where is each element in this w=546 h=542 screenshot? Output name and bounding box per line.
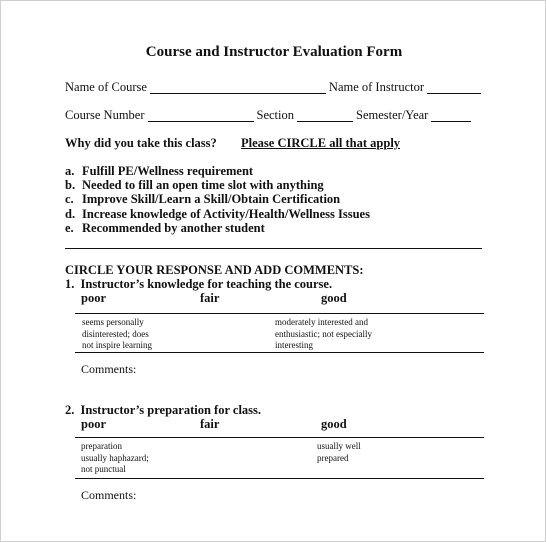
reason-option[interactable]: a. Fulfill PE/Wellness requirement (65, 164, 254, 178)
reason-option[interactable]: d. Increase knowledge of Activity/Health/Wellness Issues (65, 206, 370, 221)
item-2-title: Instructor’s preparation for class. (80, 403, 262, 417)
item-1-good[interactable]: good (321, 291, 347, 305)
item-1-poor-description: seems personally disinterested; does not inspire learning (82, 317, 152, 350)
item-1-fair[interactable]: fair (200, 291, 220, 305)
instructor-name-field[interactable] (427, 82, 481, 94)
course-number-label: Course Number (65, 108, 145, 122)
item-2-good-description: usually well prepared (317, 441, 361, 463)
item-2-poor[interactable]: poor (81, 417, 106, 431)
item-1-good-description: moderately interested and enthusiastic; not especially interesting (275, 317, 372, 350)
item-2-comments-label: Comments: (81, 488, 137, 502)
item-2-good[interactable]: good (321, 417, 347, 431)
other-reason-line[interactable] (65, 248, 482, 249)
semester-year-field[interactable] (431, 110, 471, 122)
item-1-title: Instructor’s knowledge for teaching the course. (80, 277, 333, 291)
semester-year-label: Semester/Year (356, 108, 429, 122)
section-field[interactable] (297, 110, 353, 122)
course-name-label: Name of Course (65, 80, 147, 94)
item-1-title-row (65, 277, 332, 292)
instructor-name-label: Name of Instructor (328, 80, 425, 94)
item-2-scale-box (75, 437, 484, 479)
item-1-poor[interactable]: poor (81, 291, 106, 305)
reason-options-list (65, 164, 370, 235)
item-1-scale-box (75, 313, 484, 353)
reason-option[interactable]: e. Recommended by another student (65, 220, 265, 235)
item-2-fair[interactable]: fair (200, 417, 220, 431)
reason-question: Why did you take this class? (65, 136, 217, 150)
item-2-number: 2. (65, 403, 75, 417)
course-number-row (65, 108, 474, 123)
course-name-field[interactable] (150, 82, 326, 94)
reason-option[interactable]: b. Needed to fill an open time slot with anything (65, 178, 324, 193)
form-title: Course and Instructor Evaluation Form (145, 44, 403, 60)
item-1-number: 1. (65, 277, 75, 291)
course-instructor-row (65, 80, 484, 95)
item-2-poor-description: preparation usually haphazard; not punctual (81, 441, 149, 474)
reason-option[interactable]: c. Improve Skill/Learn a Skill/Obtain Certification (65, 192, 341, 207)
item-2-title-row (65, 403, 261, 418)
reason-instruction: Please CIRCLE all that apply (241, 136, 401, 150)
reason-question-row (65, 136, 401, 151)
responses-header: CIRCLE YOUR RESPONSE AND ADD COMMENTS: (65, 263, 364, 277)
section-label: Section (256, 108, 294, 122)
course-number-field[interactable] (148, 110, 254, 122)
item-1-comments-label: Comments: (81, 362, 137, 376)
